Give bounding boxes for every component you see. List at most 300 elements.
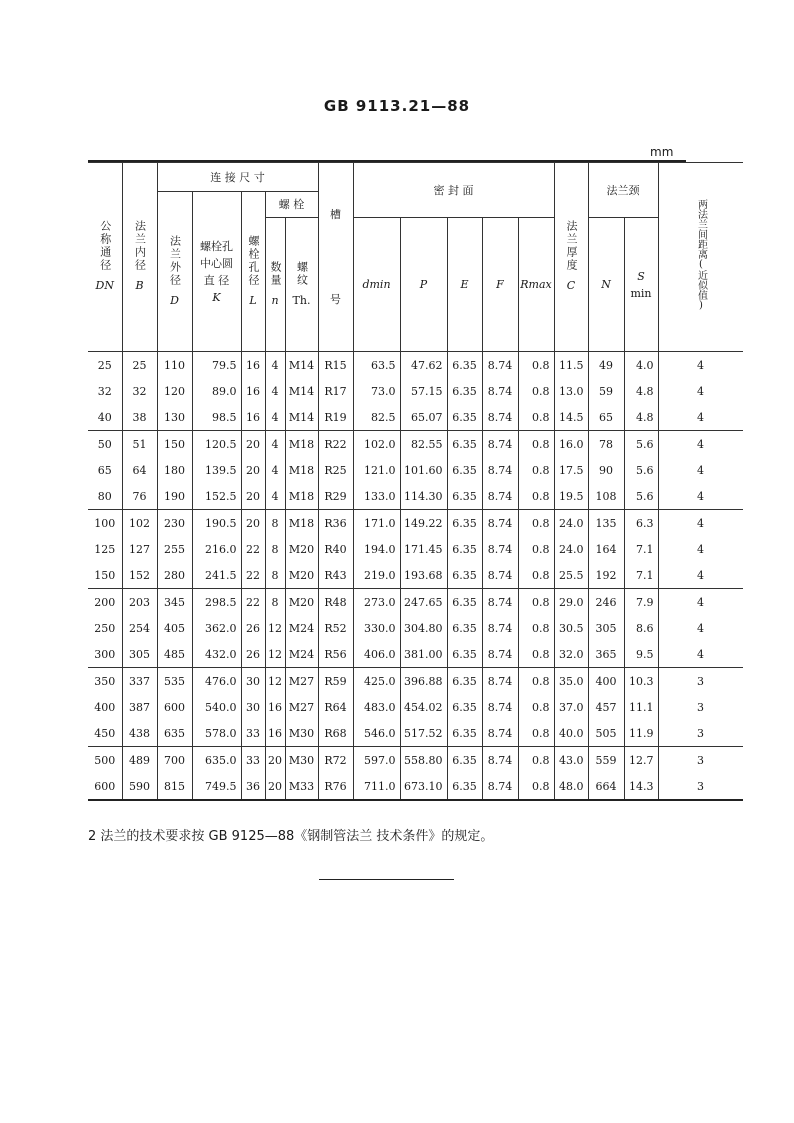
table-cell: 65.07 (400, 404, 447, 431)
table-cell: 505 (588, 720, 624, 747)
table-cell: R29 (318, 483, 353, 510)
table-cell: 0.8 (518, 457, 554, 483)
table-cell: 192 (588, 562, 624, 589)
table-cell: 37.0 (554, 694, 588, 720)
table-cell: 25 (88, 352, 122, 379)
table-row (88, 773, 743, 800)
table-cell: 6.35 (447, 773, 482, 800)
table-cell: 7.1 (624, 562, 658, 589)
table-cell: 6.35 (447, 431, 482, 458)
table-cell: 164 (588, 536, 624, 562)
table-cell: R48 (318, 589, 353, 616)
table-cell: R19 (318, 404, 353, 431)
table-cell: 578.0 (192, 720, 241, 747)
table-cell: 150 (94, 568, 116, 582)
header-bolt-quantity: 数量 n (265, 218, 285, 352)
table-cell: 17.5 (554, 457, 588, 483)
table-cell: 16 (265, 694, 285, 720)
table-cell: 600 (88, 773, 122, 800)
table-cell: 635.0 (192, 747, 241, 774)
table-cell: 193.68 (400, 562, 447, 589)
table-cell: 12 (265, 641, 285, 668)
table-cell: 6.35 (447, 378, 482, 404)
table-cell: M27 (285, 668, 318, 695)
table-cell: 33 (241, 747, 265, 774)
table-cell: 9.5 (624, 641, 658, 668)
table-cell: 396.88 (400, 668, 447, 695)
table-row (88, 404, 743, 431)
table-cell: 8.74 (482, 378, 518, 404)
table-row (88, 641, 743, 668)
table-cell: 673.10 (400, 773, 447, 800)
table-cell: 16 (265, 720, 285, 747)
table-cell: 22 (241, 536, 265, 562)
table-cell: 32 (122, 378, 157, 404)
table-cell: R22 (318, 431, 353, 458)
table-cell: 425.0 (353, 668, 400, 695)
table-cell: 20 (241, 431, 265, 458)
table-cell: 22 (241, 562, 265, 589)
table-cell: M14 (285, 352, 318, 379)
table-row (88, 589, 743, 616)
table-cell: 219.0 (353, 562, 400, 589)
table-cell: 6.35 (447, 694, 482, 720)
table-cell: 438 (122, 720, 157, 747)
header-p: P (400, 218, 447, 352)
table-cell: 25 (122, 352, 157, 379)
table-cell: R64 (318, 694, 353, 720)
table-cell: 4 (658, 510, 743, 537)
table-cell: 8.74 (482, 510, 518, 537)
table-cell: 4 (265, 457, 285, 483)
table-cell: 4 (658, 589, 743, 616)
header-dn: 公称通径 DN (88, 163, 122, 352)
table-row (88, 483, 743, 510)
table-cell: 82.5 (353, 404, 400, 431)
table-cell: 600 (157, 694, 192, 720)
table-cell: 32.0 (554, 641, 588, 668)
table-cell: 546.0 (353, 720, 400, 747)
table-cell: 6.35 (447, 641, 482, 668)
table-cell: 700 (157, 747, 192, 774)
table-cell: 365 (588, 641, 624, 668)
table-cell: M18 (285, 510, 318, 537)
table-cell: 125 (94, 542, 116, 556)
table-cell: 30 (241, 694, 265, 720)
table-cell: R56 (318, 641, 353, 668)
table-row (88, 378, 743, 404)
table-cell: 4 (658, 483, 743, 510)
table-cell: R72 (318, 747, 353, 774)
table-cell: 559 (588, 747, 624, 774)
table-cell: 4 (658, 457, 743, 483)
table-cell: 0.8 (518, 773, 554, 800)
table-cell: 216.0 (192, 536, 241, 562)
table-cell: 0.8 (518, 720, 554, 747)
table-cell: 50 (88, 431, 122, 458)
table-row (88, 510, 743, 537)
table-cell: 0.8 (518, 536, 554, 562)
table-cell: 6.3 (624, 510, 658, 537)
table-cell: 35.0 (554, 668, 588, 695)
table-cell: 8.74 (482, 589, 518, 616)
header-bolt-circle: 螺栓孔中心圆直 径 K (192, 192, 241, 352)
table-cell: 8.74 (482, 615, 518, 641)
table-cell: 0.8 (518, 747, 554, 774)
header-flange-distance: 两法兰间距离(近似值) (658, 163, 743, 352)
table-cell: R40 (318, 536, 353, 562)
table-cell: 4 (658, 562, 743, 589)
table-cell: R43 (318, 562, 353, 589)
table-cell: 10.3 (624, 668, 658, 695)
table-cell: 65 (97, 463, 112, 477)
table-cell: M18 (285, 457, 318, 483)
table-cell: 49 (588, 352, 624, 379)
header-rmax: Rmax (518, 218, 554, 352)
table-cell: 120 (157, 378, 192, 404)
table-cell: 664 (588, 773, 624, 800)
table-cell: 0.8 (518, 562, 554, 589)
table-cell: 43.0 (554, 747, 588, 774)
table-row (88, 457, 743, 483)
table-cell: 4 (658, 431, 743, 458)
table-cell: 14.3 (624, 773, 658, 800)
table-cell: 26 (241, 615, 265, 641)
table-cell: 597.0 (353, 747, 400, 774)
table-cell: 4 (265, 378, 285, 404)
table-cell: 7.1 (624, 536, 658, 562)
table-cell: 0.8 (518, 483, 554, 510)
table-cell: 500 (88, 747, 122, 774)
table-cell: R15 (318, 352, 353, 379)
table-cell: 300 (94, 647, 116, 661)
table-cell: 635 (157, 720, 192, 747)
table-cell: 3 (658, 668, 743, 695)
table-cell: R17 (318, 378, 353, 404)
table-cell: 0.8 (518, 641, 554, 668)
table-cell: 0.8 (518, 378, 554, 404)
table-cell: 6.35 (447, 747, 482, 774)
table-cell: 89.0 (192, 378, 241, 404)
table-cell: 6.35 (447, 536, 482, 562)
table-cell: 16.0 (554, 431, 588, 458)
table-cell: 20 (265, 747, 285, 774)
table-cell: 405 (157, 615, 192, 641)
flange-dimension-table (88, 162, 743, 801)
table-cell: 3 (658, 773, 743, 800)
table-cell: 8.74 (482, 694, 518, 720)
table-row (88, 694, 743, 720)
table-cell: M18 (285, 431, 318, 458)
table-cell: 194.0 (353, 536, 400, 562)
table-cell: M30 (285, 720, 318, 747)
table-cell: 30.5 (554, 615, 588, 641)
table-cell: 51 (122, 431, 157, 458)
table-cell: 362.0 (192, 615, 241, 641)
table-cell: 8.74 (482, 483, 518, 510)
table-cell: 38 (122, 404, 157, 431)
table-cell: 190 (157, 483, 192, 510)
document-header: GB 9113.21—88 (323, 97, 471, 115)
header-s-min: S min (624, 218, 658, 352)
header-bolt-group: 螺 栓 (265, 192, 318, 218)
table-cell: 345 (157, 589, 192, 616)
header-flange-neck: 法兰颈 (588, 163, 658, 218)
table-cell: 305 (122, 641, 157, 668)
table-cell: 4.8 (624, 404, 658, 431)
table-cell: 387 (122, 694, 157, 720)
table-cell: 8 (265, 536, 285, 562)
table-cell: 558.80 (400, 747, 447, 774)
table-row (88, 668, 743, 695)
table-cell: M24 (285, 615, 318, 641)
table-cell: 171.45 (400, 536, 447, 562)
table-cell: 241.5 (192, 562, 241, 589)
table-cell: 73.0 (353, 378, 400, 404)
table-cell: 59 (588, 378, 624, 404)
table-cell: 36 (241, 773, 265, 800)
table-cell: 110 (157, 352, 192, 379)
table-cell: 517.52 (400, 720, 447, 747)
table-cell: 32 (97, 384, 112, 398)
table-cell: 0.8 (518, 668, 554, 695)
table-cell: 6.35 (447, 589, 482, 616)
table-cell: 4 (265, 404, 285, 431)
table-cell: 540.0 (192, 694, 241, 720)
table-cell: 6.35 (447, 352, 482, 379)
table-row (88, 615, 743, 641)
table-cell: 47.62 (400, 352, 447, 379)
table-cell: 4.8 (624, 378, 658, 404)
table-cell: 6.35 (447, 668, 482, 695)
table-cell: 8 (265, 589, 285, 616)
table-cell: 590 (122, 773, 157, 800)
table-cell: 16 (241, 378, 265, 404)
header-thread: 螺纹 Th. (285, 218, 318, 352)
table-cell: 247.65 (400, 589, 447, 616)
table-cell: 152.5 (192, 483, 241, 510)
table-cell: 4 (658, 378, 743, 404)
table-cell: 20 (265, 773, 285, 800)
table-cell: 11.1 (624, 694, 658, 720)
table-cell: 4 (265, 352, 285, 379)
table-cell: 8.74 (482, 562, 518, 589)
header-dmin: dmin (353, 218, 400, 352)
table-cell: 815 (157, 773, 192, 800)
table-cell: 454.02 (400, 694, 447, 720)
table-cell: M20 (285, 536, 318, 562)
header-neck-n: N (588, 218, 624, 352)
table-cell: 489 (122, 747, 157, 774)
table-cell: M20 (285, 562, 318, 589)
table-cell: 200 (88, 589, 122, 616)
table-cell: 3 (658, 720, 743, 747)
table-cell: 3 (658, 694, 743, 720)
table-cell: 4 (658, 641, 743, 668)
table-cell: 330.0 (353, 615, 400, 641)
table-cell: M14 (285, 378, 318, 404)
header-flange-thickness: 法兰厚度 C (554, 163, 588, 352)
table-cell: 457 (588, 694, 624, 720)
table-cell: 29.0 (554, 589, 588, 616)
table-cell: 65 (588, 404, 624, 431)
header-groove: 槽 号 (318, 163, 353, 352)
table-cell: 8.74 (482, 352, 518, 379)
table-cell: 4 (265, 483, 285, 510)
table-cell: 82.55 (400, 431, 447, 458)
table-cell: 6.35 (447, 510, 482, 537)
table-cell: 483.0 (353, 694, 400, 720)
table-cell: 133.0 (353, 483, 400, 510)
table-cell: 40.0 (554, 720, 588, 747)
table-cell: 24.0 (554, 510, 588, 537)
table-cell: 150 (157, 431, 192, 458)
table-cell: 171.0 (353, 510, 400, 537)
table-cell: M20 (285, 589, 318, 616)
table-cell: 16 (241, 404, 265, 431)
table-cell: 139.5 (192, 457, 241, 483)
table-cell: M14 (285, 404, 318, 431)
table-cell: 381.00 (400, 641, 447, 668)
table-cell: M27 (285, 694, 318, 720)
table-cell: R36 (318, 510, 353, 537)
table-row (88, 562, 743, 589)
table-cell: 305 (588, 615, 624, 641)
table-cell: 0.8 (518, 615, 554, 641)
table-cell: 4 (265, 431, 285, 458)
table-cell: 255 (157, 536, 192, 562)
table-cell: 135 (588, 510, 624, 537)
table-cell: 19.5 (554, 483, 588, 510)
table-cell: 12.7 (624, 747, 658, 774)
header-f: F (482, 218, 518, 352)
table-cell: 230 (157, 510, 192, 537)
table-cell: 101.60 (400, 457, 447, 483)
table-cell: 8.74 (482, 773, 518, 800)
table-cell: 130 (157, 404, 192, 431)
table-row (88, 431, 743, 458)
table-cell: 8.74 (482, 668, 518, 695)
table-cell: R25 (318, 457, 353, 483)
table-cell: 749.5 (192, 773, 241, 800)
table-cell: 450 (94, 726, 116, 740)
table-cell: 12 (265, 615, 285, 641)
table-cell: 108 (588, 483, 624, 510)
table-cell: 4 (658, 536, 743, 562)
table-cell: 4 (658, 352, 743, 379)
table-cell: R76 (318, 773, 353, 800)
table-cell: 121.0 (353, 457, 400, 483)
table-cell: 26 (241, 641, 265, 668)
table-cell: 8 (265, 510, 285, 537)
table-cell: 400 (588, 668, 624, 695)
header-inner-diameter: 法兰内径 B (122, 163, 157, 352)
table-cell: 304.80 (400, 615, 447, 641)
table-cell: 406.0 (353, 641, 400, 668)
table-cell: 6.35 (447, 457, 482, 483)
table-cell: 20 (241, 457, 265, 483)
table-cell: 8.74 (482, 404, 518, 431)
end-rule (319, 879, 454, 880)
table-cell: 102.0 (353, 431, 400, 458)
table-cell: 250 (94, 621, 116, 635)
table-cell: R68 (318, 720, 353, 747)
table-cell: 6.35 (447, 483, 482, 510)
table-cell: 180 (157, 457, 192, 483)
table-cell: 12 (265, 668, 285, 695)
table-cell: 476.0 (192, 668, 241, 695)
table-cell: 20 (241, 483, 265, 510)
table-cell: 0.8 (518, 404, 554, 431)
table-cell: 0.8 (518, 431, 554, 458)
table-cell: 280 (157, 562, 192, 589)
table-cell: R59 (318, 668, 353, 695)
table-cell: 8 (265, 562, 285, 589)
header-outer-diameter: 法兰外径 D (157, 192, 192, 352)
table-cell: 8.74 (482, 457, 518, 483)
table-cell: 102 (122, 510, 157, 537)
table-cell: 246 (588, 589, 624, 616)
table-cell: 8.6 (624, 615, 658, 641)
unit-label: mm (650, 145, 674, 159)
table-cell: 5.6 (624, 457, 658, 483)
table-cell: 25.5 (554, 562, 588, 589)
table-cell: 48.0 (554, 773, 588, 800)
table-cell: 33 (241, 720, 265, 747)
table-cell: 4 (658, 615, 743, 641)
header-sealing-face: 密 封 面 (353, 163, 554, 218)
table-cell: 711.0 (353, 773, 400, 800)
table-cell: 485 (157, 641, 192, 668)
table-cell: 127 (122, 536, 157, 562)
table-cell: 400 (94, 700, 116, 714)
table-cell: 14.5 (554, 404, 588, 431)
table-cell: 90 (588, 457, 624, 483)
table-cell: 22 (241, 589, 265, 616)
table-cell: M30 (285, 747, 318, 774)
table-body (88, 352, 743, 801)
table-cell: 273.0 (353, 589, 400, 616)
table-cell: 152 (122, 562, 157, 589)
table-cell: 11.5 (554, 352, 588, 379)
table-cell: M24 (285, 641, 318, 668)
table-cell: 149.22 (400, 510, 447, 537)
table-row (88, 747, 743, 774)
table-cell: 203 (122, 589, 157, 616)
table-cell: R52 (318, 615, 353, 641)
table-cell: 5.6 (624, 431, 658, 458)
table-cell: 298.5 (192, 589, 241, 616)
table-cell: 535 (157, 668, 192, 695)
table-cell: 16 (241, 352, 265, 379)
table-cell: 7.9 (624, 589, 658, 616)
table-cell: 78 (588, 431, 624, 458)
table-cell: M18 (285, 483, 318, 510)
footnote: 2 法兰的技术要求按 GB 9125—88《钢制管法兰 技术条件》的规定。 (88, 829, 494, 844)
table-cell: 0.8 (518, 510, 554, 537)
table-cell: M33 (285, 773, 318, 800)
table-cell: 6.35 (447, 562, 482, 589)
table-cell: 8.74 (482, 536, 518, 562)
table-cell: 98.5 (192, 404, 241, 431)
table-cell: 8.74 (482, 641, 518, 668)
table-cell: 8.74 (482, 747, 518, 774)
table-cell: 8.74 (482, 720, 518, 747)
table-row (88, 536, 743, 562)
table-cell: 190.5 (192, 510, 241, 537)
table-cell: 432.0 (192, 641, 241, 668)
table-cell: 6.35 (447, 720, 482, 747)
